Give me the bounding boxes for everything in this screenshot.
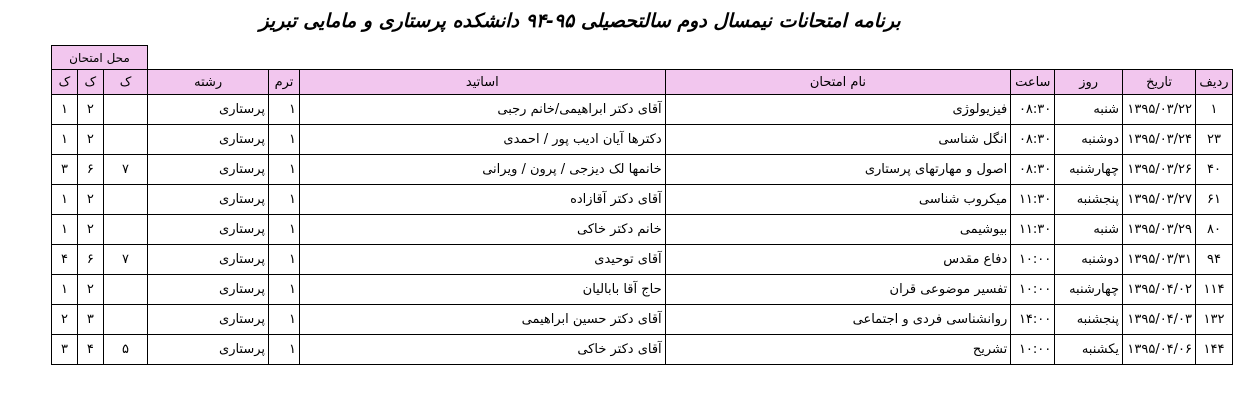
cell-term: ۱	[269, 215, 300, 245]
cell-field: پرستاری	[148, 95, 269, 125]
cell-row-number: ۱۳۲	[1196, 305, 1233, 335]
cell-date: ۱۳۹۵/۰۳/۲۶	[1123, 155, 1196, 185]
cell-professors: حاج آقا بابالیان	[299, 275, 665, 305]
cell-room-3: ۲	[52, 305, 78, 335]
cell-room-2: ۳	[77, 305, 103, 335]
cell-room-2: ۲	[77, 215, 103, 245]
cell-date: ۱۳۹۵/۰۳/۲۲	[1123, 95, 1196, 125]
cell-exam-name: فیزیولوژی	[665, 95, 1011, 125]
cell-term: ۱	[269, 245, 300, 275]
cell-time: ۱۰:۰۰	[1011, 245, 1055, 275]
cell-professors: دکترها آیان ادیب پور / احمدی	[299, 125, 665, 155]
table-row	[52, 125, 1233, 155]
col-header-time: ساعت	[1011, 70, 1055, 95]
cell-room-3: ۳	[52, 155, 78, 185]
cell-row-number: ۹۴	[1196, 245, 1233, 275]
cell-row-number: ۱۴۴	[1196, 335, 1233, 365]
cell-room-1	[103, 215, 148, 245]
cell-term: ۱	[269, 125, 300, 155]
cell-field: پرستاری	[148, 305, 269, 335]
cell-term: ۱	[269, 335, 300, 365]
col-header-room-2: ک	[77, 70, 103, 95]
cell-room-1	[103, 275, 148, 305]
cell-field: پرستاری	[148, 155, 269, 185]
cell-exam-name: روانشناسی فردی و اجتماعی	[665, 305, 1011, 335]
cell-exam-name: تشریح	[665, 335, 1011, 365]
cell-time: ۰۸:۳۰	[1011, 125, 1055, 155]
cell-date: ۱۳۹۵/۰۳/۲۴	[1123, 125, 1196, 155]
table-row	[52, 335, 1233, 365]
cell-day: پنجشنبه	[1055, 185, 1123, 215]
cell-room-2: ۲	[77, 185, 103, 215]
cell-field: پرستاری	[148, 275, 269, 305]
cell-room-2: ۲	[77, 95, 103, 125]
cell-exam-name: تفسیر موضوعی قران	[665, 275, 1011, 305]
cell-room-3: ۳	[52, 335, 78, 365]
cell-date: ۱۳۹۵/۰۴/۰۲	[1123, 275, 1196, 305]
table-row	[52, 215, 1233, 245]
cell-date: ۱۳۹۵/۰۳/۲۷	[1123, 185, 1196, 215]
cell-time: ۱۴:۰۰	[1011, 305, 1055, 335]
cell-field: پرستاری	[148, 125, 269, 155]
cell-professors: آقای دکتر خاکی	[299, 335, 665, 365]
table-row	[52, 305, 1233, 335]
cell-room-3: ۴	[52, 245, 78, 275]
col-header-exam-name: نام امتحان	[665, 70, 1011, 95]
cell-term: ۱	[269, 185, 300, 215]
cell-day: شنبه	[1055, 95, 1123, 125]
cell-room-3: ۱	[52, 125, 78, 155]
cell-room-1	[103, 125, 148, 155]
cell-row-number: ۸۰	[1196, 215, 1233, 245]
cell-time: ۱۰:۰۰	[1011, 275, 1055, 305]
cell-day: پنجشنبه	[1055, 305, 1123, 335]
page-title: برنامه امتحانات نیمسال دوم سالتحصیلی ۹۵-۹۴ دانشکده پرستاری و مامایی تبریز	[259, 10, 901, 32]
cell-day: دوشنبه	[1055, 125, 1123, 155]
cell-room-1: ۵	[103, 335, 148, 365]
col-header-day: روز	[1055, 70, 1123, 95]
cell-row-number: ۱	[1196, 95, 1233, 125]
cell-field: پرستاری	[148, 185, 269, 215]
cell-time: ۰۸:۳۰	[1011, 95, 1055, 125]
cell-room-3: ۱	[52, 215, 78, 245]
col-header-room-3: ک	[52, 70, 78, 95]
cell-professors: آقای دکتر ابراهیمی/خانم رجبی	[299, 95, 665, 125]
cell-row-number: ۴۰	[1196, 155, 1233, 185]
cell-field: پرستاری	[148, 335, 269, 365]
cell-professors: خانم دکتر خاکی	[299, 215, 665, 245]
col-header-date: تاریخ	[1123, 70, 1196, 95]
col-header-term: ترم	[269, 70, 300, 95]
cell-day: چهارشنبه	[1055, 275, 1123, 305]
cell-room-3: ۱	[52, 275, 78, 305]
cell-time: ۱۱:۳۰	[1011, 185, 1055, 215]
cell-exam-name: اصول و مهارتهای پرستاری	[665, 155, 1011, 185]
cell-professors: خانمها لک دیزجی / پرون / ویرانی	[299, 155, 665, 185]
col-header-room-1: ک	[103, 70, 148, 95]
cell-room-2: ۶	[77, 155, 103, 185]
exam-schedule-table	[51, 69, 1233, 365]
table-row	[52, 275, 1233, 305]
cell-term: ۱	[269, 95, 300, 125]
cell-row-number: ۶۱	[1196, 185, 1233, 215]
cell-room-1	[103, 305, 148, 335]
cell-day: چهارشنبه	[1055, 155, 1123, 185]
cell-room-1	[103, 185, 148, 215]
cell-professors: آقای توحیدی	[299, 245, 665, 275]
cell-time: ۱۰:۰۰	[1011, 335, 1055, 365]
cell-time: ۱۱:۳۰	[1011, 215, 1055, 245]
cell-room-2: ۴	[77, 335, 103, 365]
col-header-field: رشته	[148, 70, 269, 95]
col-header-row-number: ردیف	[1196, 70, 1233, 95]
col-header-professors: اساتید	[299, 70, 665, 95]
cell-date: ۱۳۹۵/۰۳/۳۱	[1123, 245, 1196, 275]
cell-exam-name: بیوشیمی	[665, 215, 1011, 245]
cell-room-1	[103, 95, 148, 125]
cell-row-number: ۲۳	[1196, 125, 1233, 155]
header-row	[52, 70, 1233, 95]
table-row	[52, 155, 1233, 185]
cell-date: ۱۳۹۵/۰۳/۲۹	[1123, 215, 1196, 245]
exam-location-header: محل امتحان	[51, 45, 148, 69]
cell-date: ۱۳۹۵/۰۴/۰۶	[1123, 335, 1196, 365]
cell-day: یکشنبه	[1055, 335, 1123, 365]
cell-term: ۱	[269, 155, 300, 185]
cell-exam-name: انگل شناسی	[665, 125, 1011, 155]
table-row	[52, 245, 1233, 275]
cell-professors: آقای دکتر حسین ابراهیمی	[299, 305, 665, 335]
cell-term: ۱	[269, 305, 300, 335]
cell-room-1: ۷	[103, 245, 148, 275]
cell-room-2: ۶	[77, 245, 103, 275]
cell-room-2: ۲	[77, 275, 103, 305]
cell-room-1: ۷	[103, 155, 148, 185]
cell-professors: آقای دکتر آقازاده	[299, 185, 665, 215]
cell-field: پرستاری	[148, 215, 269, 245]
cell-term: ۱	[269, 275, 300, 305]
cell-room-3: ۱	[52, 185, 78, 215]
cell-exam-name: دفاع مقدس	[665, 245, 1011, 275]
cell-field: پرستاری	[148, 245, 269, 275]
cell-date: ۱۳۹۵/۰۴/۰۳	[1123, 305, 1196, 335]
cell-exam-name: میکروب شناسی	[665, 185, 1011, 215]
cell-room-3: ۱	[52, 95, 78, 125]
cell-room-2: ۲	[77, 125, 103, 155]
cell-time: ۰۸:۳۰	[1011, 155, 1055, 185]
cell-day: دوشنبه	[1055, 245, 1123, 275]
cell-day: شنبه	[1055, 215, 1123, 245]
table-row	[52, 185, 1233, 215]
table-row	[52, 95, 1233, 125]
cell-row-number: ۱۱۴	[1196, 275, 1233, 305]
